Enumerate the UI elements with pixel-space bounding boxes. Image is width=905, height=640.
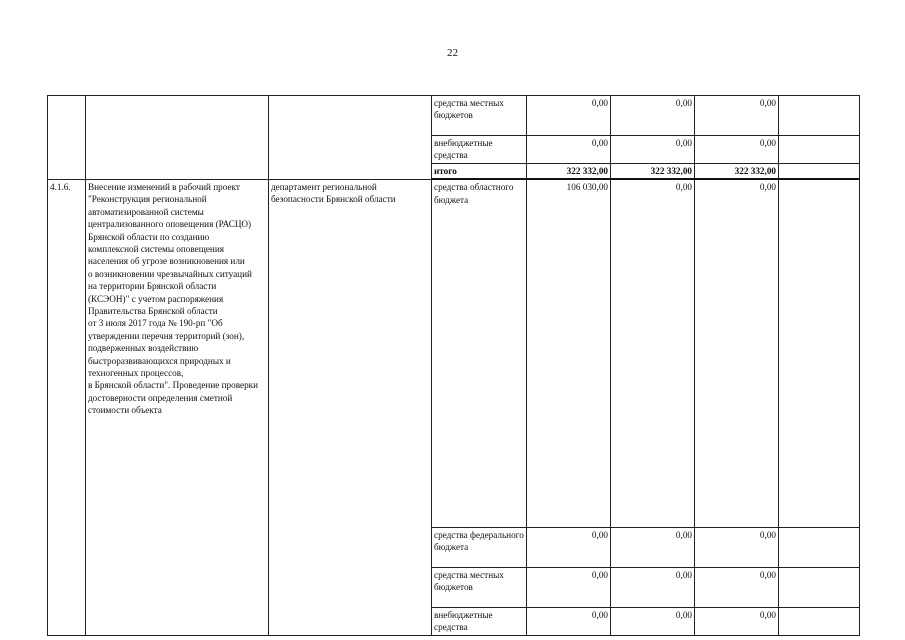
item-number-cell: 4.1.6.: [48, 179, 86, 635]
description-line: на территории Брянской области: [88, 281, 217, 292]
description-line: утверждении перечня территорий (зон),: [88, 330, 245, 341]
funding-source-cell: внебюджетные средства: [432, 136, 527, 164]
value-cell: 0,00: [611, 527, 695, 567]
value-cell: 0,00: [611, 607, 695, 635]
value-cell: 0,00: [611, 136, 695, 164]
description-line: Правительства Брянской области: [88, 305, 218, 316]
value-cell: 0,00: [695, 567, 779, 607]
value-cell: 0,00: [695, 527, 779, 567]
note-cell: [779, 179, 860, 527]
description-cell: [86, 96, 269, 180]
description-line: техногенных процессов,: [88, 368, 184, 378]
description-line: "Реконструкция региональной: [88, 194, 207, 205]
value-cell: 0,00: [527, 567, 611, 607]
value-cell: 0,00: [611, 179, 695, 527]
description-line: от 3 июля 2017 года № 190-рп "Об: [88, 318, 223, 329]
description-line: (КСЭОН)" с учетом распоряжения: [88, 293, 224, 304]
description-line: автоматизированной системы: [88, 206, 204, 217]
note-cell: [779, 527, 860, 567]
description-line: комплексной системы оповещения: [88, 243, 224, 254]
value-cell: 0,00: [695, 179, 779, 527]
funding-source-cell: средства федерального бюджета: [432, 527, 527, 567]
page-number: 22: [447, 47, 458, 59]
description-line: в Брянской области". Проведение проверки: [88, 380, 259, 391]
description-line: Внесение изменений в рабочий проект: [88, 181, 240, 192]
description-line: Брянской области по созданию: [88, 231, 210, 242]
item-description-cell: [86, 179, 269, 635]
description-line: быстроразвивающихся природных и: [88, 355, 231, 366]
table-row: [48, 179, 860, 527]
value-cell: 0,00: [611, 96, 695, 136]
description-line: о возникновении чрезвычайных ситуаций: [88, 268, 252, 279]
value-cell: 0,00: [611, 567, 695, 607]
description-line: централизованного оповещения (РАСЦО): [88, 219, 252, 230]
value-cell: 106 030,00: [527, 179, 611, 527]
total-label-cell: итого: [432, 164, 527, 180]
total-value-cell: 322 332,00: [527, 164, 611, 180]
total-value-cell: 322 332,00: [611, 164, 695, 180]
item-executor-cell: департамент региональной безопасности Брянской области: [269, 179, 432, 635]
executor-cell: [269, 96, 432, 180]
note-cell: [779, 164, 860, 180]
funding-source-cell: внебюджетные средства: [432, 607, 527, 635]
note-cell: [779, 567, 860, 607]
note-cell: [779, 96, 860, 136]
value-cell: 0,00: [695, 607, 779, 635]
funding-source-cell: средства местных бюджетов: [432, 96, 527, 136]
note-cell: [779, 136, 860, 164]
description-line: населения об угрозе возникновения или: [88, 256, 245, 267]
total-value-cell: 322 332,00: [695, 164, 779, 180]
value-cell: 0,00: [695, 136, 779, 164]
funding-source-cell: средства областного бюджета: [432, 179, 527, 527]
value-cell: 0,00: [527, 136, 611, 164]
description-line: стоимости объекта: [88, 405, 162, 416]
value-cell: 0,00: [695, 96, 779, 136]
value-cell: 0,00: [527, 527, 611, 567]
description-line: подверженных воздействию: [88, 343, 199, 354]
value-cell: 0,00: [527, 607, 611, 635]
budget-table: [47, 95, 860, 636]
table-row: [48, 96, 860, 136]
value-cell: 0,00: [527, 96, 611, 136]
funding-source-cell: средства местных бюджетов: [432, 567, 527, 607]
item-number-cell: [48, 96, 86, 180]
description-line: достоверности определения сметной: [88, 392, 233, 403]
note-cell: [779, 607, 860, 635]
